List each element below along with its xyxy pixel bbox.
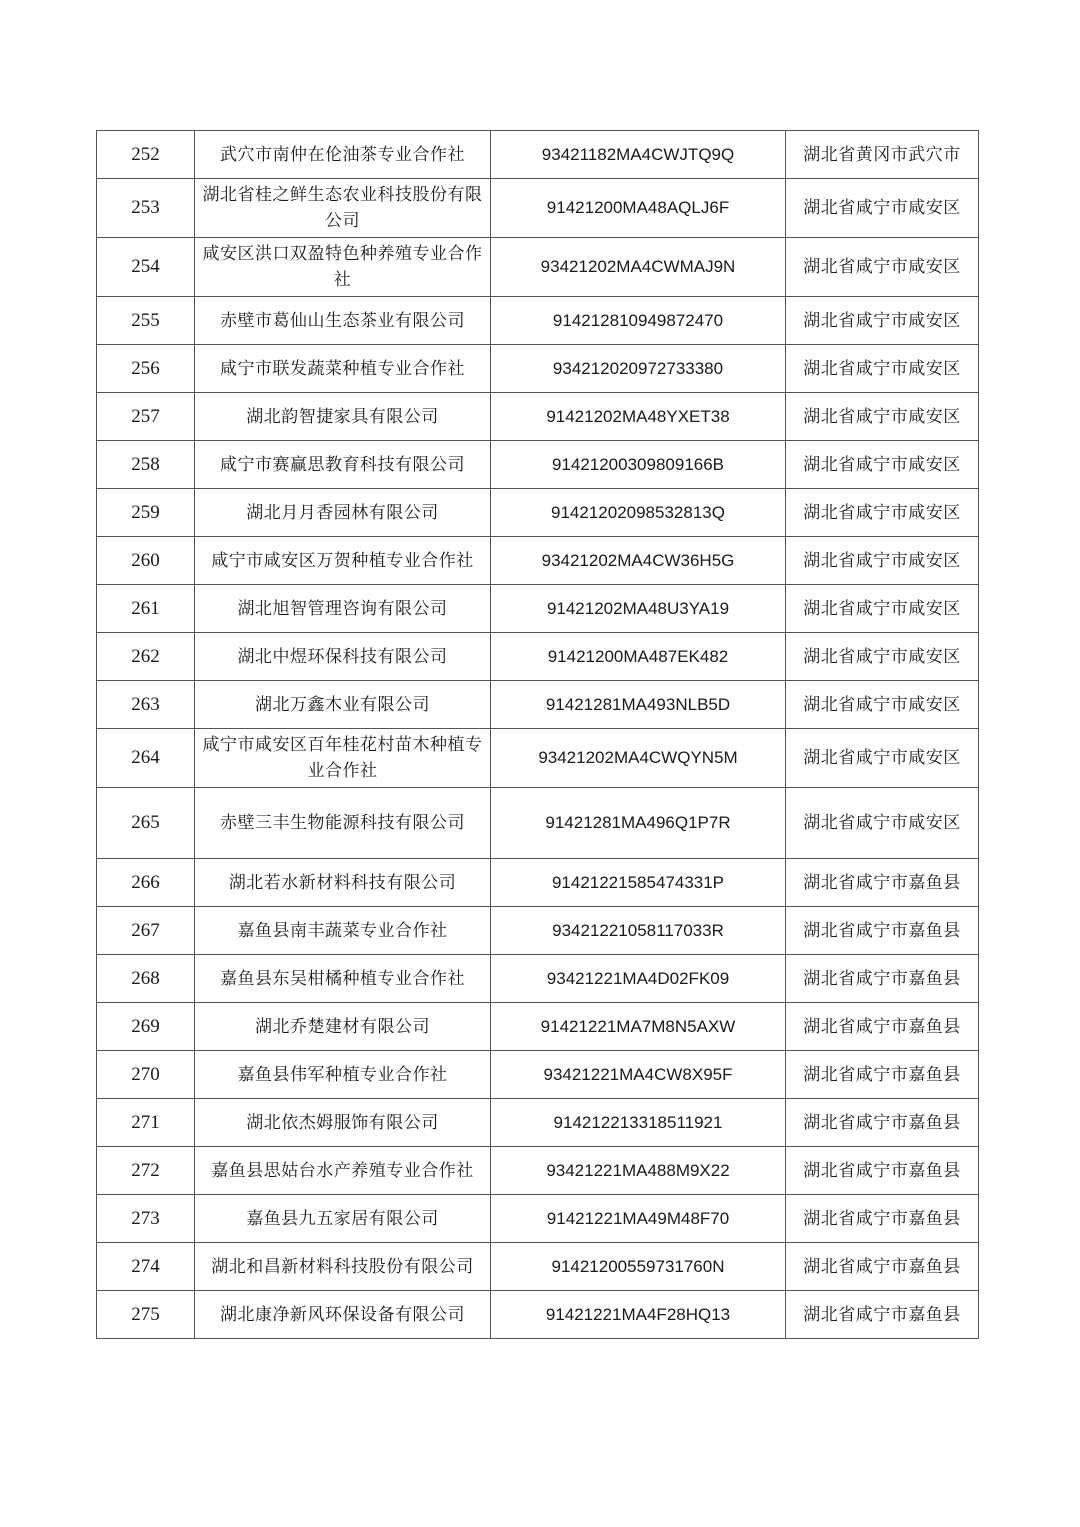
location: 湖北省咸宁市嘉鱼县 xyxy=(786,859,979,907)
location: 湖北省咸宁市嘉鱼县 xyxy=(786,907,979,955)
company-name: 咸安区洪口双盈特色种养殖专业合作社 xyxy=(195,238,491,297)
table-row xyxy=(97,681,979,729)
row-number: 272 xyxy=(97,1147,195,1195)
table-row xyxy=(97,633,979,681)
row-number: 254 xyxy=(97,238,195,297)
credit-code: 91421221MA7M8N5AXW xyxy=(491,1003,786,1051)
row-number: 269 xyxy=(97,1003,195,1051)
credit-code: 93421202MA4CWQYN5M xyxy=(491,729,786,788)
row-number: 270 xyxy=(97,1051,195,1099)
company-name: 湖北康净新风环保设备有限公司 xyxy=(195,1291,491,1339)
credit-code: 91421202098532813Q xyxy=(491,489,786,537)
credit-code: 91421200MA487EK482 xyxy=(491,633,786,681)
company-name: 嘉鱼县南丰蔬菜专业合作社 xyxy=(195,907,491,955)
company-list-table xyxy=(96,130,979,1339)
table-row xyxy=(97,1147,979,1195)
company-name: 湖北和昌新材料科技股份有限公司 xyxy=(195,1243,491,1291)
table-row xyxy=(97,907,979,955)
credit-code: 93421221MA488M9X22 xyxy=(491,1147,786,1195)
table-row xyxy=(97,1291,979,1339)
location: 湖北省咸宁市咸安区 xyxy=(786,345,979,393)
table-body xyxy=(97,131,979,1339)
credit-code: 91421200MA48AQLJ6F xyxy=(491,179,786,238)
location: 湖北省咸宁市咸安区 xyxy=(786,681,979,729)
company-name: 湖北月月香园林有限公司 xyxy=(195,489,491,537)
credit-code: 93421182MA4CWJTQ9Q xyxy=(491,131,786,179)
table-row xyxy=(97,1099,979,1147)
credit-code: 93421202MA4CWMAJ9N xyxy=(491,238,786,297)
location: 湖北省咸宁市嘉鱼县 xyxy=(786,955,979,1003)
company-name: 湖北旭智管理咨询有限公司 xyxy=(195,585,491,633)
row-number: 265 xyxy=(97,788,195,859)
table-row xyxy=(97,489,979,537)
company-name: 嘉鱼县思姑台水产养殖专业合作社 xyxy=(195,1147,491,1195)
location: 湖北省咸宁市咸安区 xyxy=(786,238,979,297)
credit-code: 91421221MA49M48F70 xyxy=(491,1195,786,1243)
company-name: 赤壁市葛仙山生态茶业有限公司 xyxy=(195,297,491,345)
location: 湖北省咸宁市嘉鱼县 xyxy=(786,1099,979,1147)
credit-code: 93421221MA4D02FK09 xyxy=(491,955,786,1003)
company-name: 武穴市南仲在伦油茶专业合作社 xyxy=(195,131,491,179)
location: 湖北省咸宁市咸安区 xyxy=(786,489,979,537)
row-number: 261 xyxy=(97,585,195,633)
table-row xyxy=(97,345,979,393)
table-row xyxy=(97,238,979,297)
location: 湖北省咸宁市咸安区 xyxy=(786,633,979,681)
location: 湖北省咸宁市嘉鱼县 xyxy=(786,1003,979,1051)
company-name: 咸宁市咸安区百年桂花村苗木种植专业合作社 xyxy=(195,729,491,788)
credit-code: 91421200309809166B xyxy=(491,441,786,489)
credit-code: 91421202MA48U3YA19 xyxy=(491,585,786,633)
row-number: 274 xyxy=(97,1243,195,1291)
row-number: 264 xyxy=(97,729,195,788)
table-row xyxy=(97,441,979,489)
row-number: 260 xyxy=(97,537,195,585)
row-number: 267 xyxy=(97,907,195,955)
row-number: 275 xyxy=(97,1291,195,1339)
company-name: 咸宁市联发蔬菜种植专业合作社 xyxy=(195,345,491,393)
company-name: 赤壁三丰生物能源科技有限公司 xyxy=(195,788,491,859)
row-number: 257 xyxy=(97,393,195,441)
company-name: 湖北中煜环保科技有限公司 xyxy=(195,633,491,681)
location: 湖北省咸宁市嘉鱼县 xyxy=(786,1147,979,1195)
table-row xyxy=(97,1003,979,1051)
table-row xyxy=(97,1243,979,1291)
table-row xyxy=(97,729,979,788)
location: 湖北省咸宁市咸安区 xyxy=(786,585,979,633)
location: 湖北省咸宁市咸安区 xyxy=(786,179,979,238)
table-row xyxy=(97,859,979,907)
table-row xyxy=(97,585,979,633)
company-name: 嘉鱼县东吴柑橘种植专业合作社 xyxy=(195,955,491,1003)
company-name: 湖北依杰姆服饰有限公司 xyxy=(195,1099,491,1147)
table-row xyxy=(97,1051,979,1099)
table-row xyxy=(97,131,979,179)
row-number: 263 xyxy=(97,681,195,729)
row-number: 256 xyxy=(97,345,195,393)
table-row xyxy=(97,955,979,1003)
table-row xyxy=(97,537,979,585)
location: 湖北省咸宁市嘉鱼县 xyxy=(786,1051,979,1099)
row-number: 253 xyxy=(97,179,195,238)
credit-code: 91421202MA48YXET38 xyxy=(491,393,786,441)
row-number: 271 xyxy=(97,1099,195,1147)
credit-code: 934212020972733380 xyxy=(491,345,786,393)
row-number: 255 xyxy=(97,297,195,345)
credit-code: 91421221585474331P xyxy=(491,859,786,907)
credit-code: 914212810949872470 xyxy=(491,297,786,345)
company-name: 湖北省桂之鲜生态农业科技股份有限公司 xyxy=(195,179,491,238)
location: 湖北省咸宁市咸安区 xyxy=(786,729,979,788)
location: 湖北省咸宁市咸安区 xyxy=(786,537,979,585)
row-number: 252 xyxy=(97,131,195,179)
company-name: 嘉鱼县九五家居有限公司 xyxy=(195,1195,491,1243)
table-row xyxy=(97,1195,979,1243)
company-name: 湖北乔楚建材有限公司 xyxy=(195,1003,491,1051)
location: 湖北省咸宁市嘉鱼县 xyxy=(786,1291,979,1339)
credit-code: 914212213318511921 xyxy=(491,1099,786,1147)
company-name: 嘉鱼县伟军种植专业合作社 xyxy=(195,1051,491,1099)
credit-code: 93421221MA4CW8X95F xyxy=(491,1051,786,1099)
company-name: 湖北若水新材料科技有限公司 xyxy=(195,859,491,907)
location: 湖北省咸宁市咸安区 xyxy=(786,441,979,489)
company-name: 咸宁市咸安区万贺种植专业合作社 xyxy=(195,537,491,585)
row-number: 259 xyxy=(97,489,195,537)
row-number: 268 xyxy=(97,955,195,1003)
row-number: 266 xyxy=(97,859,195,907)
credit-code: 93421221058117033R xyxy=(491,907,786,955)
row-number: 273 xyxy=(97,1195,195,1243)
table-row xyxy=(97,788,979,859)
location: 湖北省咸宁市嘉鱼县 xyxy=(786,1243,979,1291)
table-row xyxy=(97,179,979,238)
row-number: 262 xyxy=(97,633,195,681)
table-row xyxy=(97,393,979,441)
credit-code: 93421202MA4CW36H5G xyxy=(491,537,786,585)
company-name: 湖北万鑫木业有限公司 xyxy=(195,681,491,729)
company-name: 咸宁市赛赢思教育科技有限公司 xyxy=(195,441,491,489)
credit-code: 91421281MA496Q1P7R xyxy=(491,788,786,859)
table-row xyxy=(97,297,979,345)
row-number: 258 xyxy=(97,441,195,489)
location: 湖北省黄冈市武穴市 xyxy=(786,131,979,179)
location: 湖北省咸宁市咸安区 xyxy=(786,297,979,345)
credit-code: 91421221MA4F28HQ13 xyxy=(491,1291,786,1339)
company-name: 湖北韵智捷家具有限公司 xyxy=(195,393,491,441)
location: 湖北省咸宁市咸安区 xyxy=(786,788,979,859)
credit-code: 91421281MA493NLB5D xyxy=(491,681,786,729)
credit-code: 91421200559731760N xyxy=(491,1243,786,1291)
location: 湖北省咸宁市咸安区 xyxy=(786,393,979,441)
location: 湖北省咸宁市嘉鱼县 xyxy=(786,1195,979,1243)
